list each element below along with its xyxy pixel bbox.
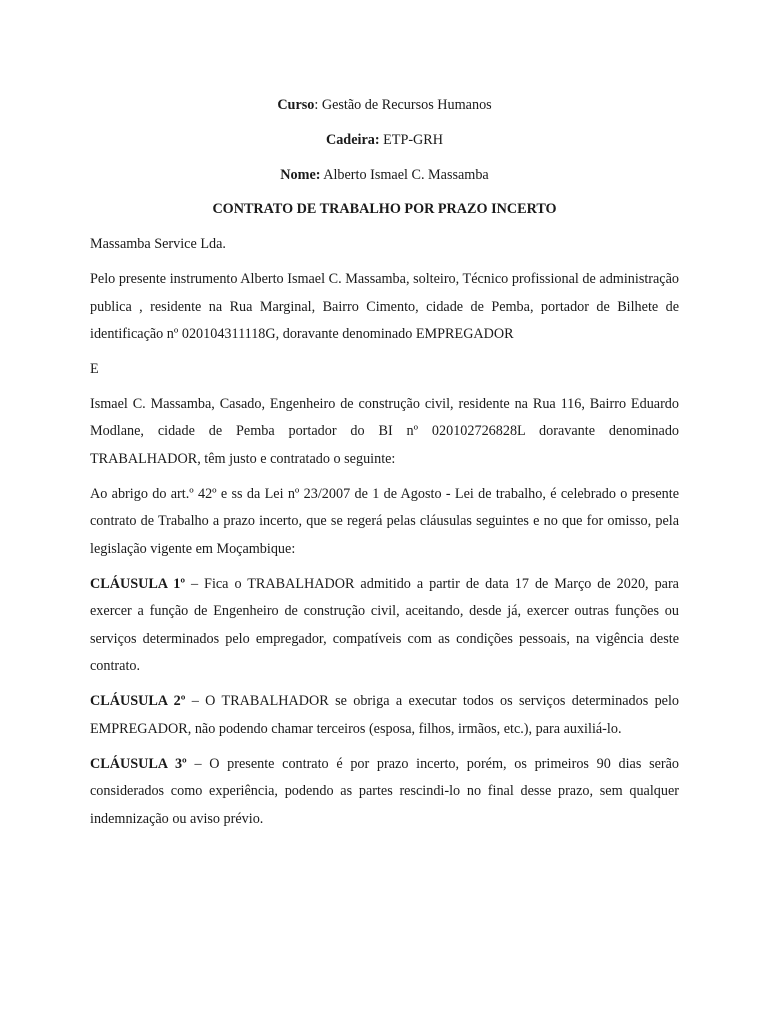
- document-body: [90, 92, 679, 841]
- clause-1-label: CLÁUSULA 1º: [90, 575, 186, 592]
- law-paragraph: Ao abrigo do art.º 42º e ss da Lei nº 23/2007 de 1 de Agosto - Lei de trabalho, é celebrado o presente contrato de Trabalho a prazo incerto, que se regerá pelas cláusulas seguintes e no que for omisso, pela legislação vigente em Moçambique:: [90, 485, 679, 557]
- company-name: Massamba Service Lda.: [90, 236, 226, 253]
- document-title: CONTRATO DE TRABALHO POR PRAZO INCERTO: [212, 201, 557, 218]
- subject-line: [90, 127, 679, 155]
- clause-1: [90, 571, 679, 681]
- subject-value: ETP-GRH: [379, 131, 444, 148]
- clause-3: [90, 751, 679, 834]
- clause-2: [90, 688, 679, 743]
- clause-3-label: CLÁUSULA 3º: [90, 755, 187, 772]
- course-label: Curso: [277, 97, 315, 113]
- name-line: [90, 162, 679, 190]
- name-value: Alberto Ismael C. Massamba: [320, 166, 489, 183]
- clause-1-text: – Fica o TRABALHADOR admitido a partir de data 17 de Março de 2020, para exercer a função de Engenheiro de construção civil, aceitando, desde já, exercer outras funções ou serviços determinados pelo empregador, compatíveis com as condições pessoais, na vigência deste contrato.: [90, 575, 679, 675]
- subject-label: Cadeira:: [325, 131, 380, 148]
- clause-3-text: – O presente contrato é por prazo incerto, porém, os primeiros 90 dias serão considerados como experiência, podendo as partes rescindi-lo no final desse prazo, sem qualquer indemnização ou aviso prévio.: [90, 755, 680, 827]
- course-line: [90, 92, 679, 120]
- course-value: : Gestão de Recursos Humanos: [314, 97, 492, 113]
- clause-2-label: CLÁUSULA 2º: [90, 693, 186, 710]
- name-label: Nome:: [280, 166, 321, 183]
- worker-paragraph: Ismael C. Massamba, Casado, Engenheiro de construção civil, residente na Rua 116, Bairro Eduardo Modlane, cidade de Pemba portador do BI nº 020102726828L doravante denominado TRABALHADOR, têm justo e contratado o seguinte:: [90, 395, 679, 467]
- conjunction-text: E: [90, 360, 99, 377]
- clause-2-text: – O TRABALHADOR se obriga a executar todos os serviços determinados pelo EMPREGADOR, não podendo chamar terceiros (esposa, filhos, irmãos, etc.), para auxiliá-lo.: [90, 693, 679, 737]
- employer-paragraph: Pelo presente instrumento Alberto Ismael C. Massamba, solteiro, Técnico profissional de administração publica , residente na Rua Marginal, Bairro Cimento, cidade de Pemba, portador de Bilhete de identificação nº 020104311118G, doravante denominado EMPREGADOR: [90, 270, 679, 343]
